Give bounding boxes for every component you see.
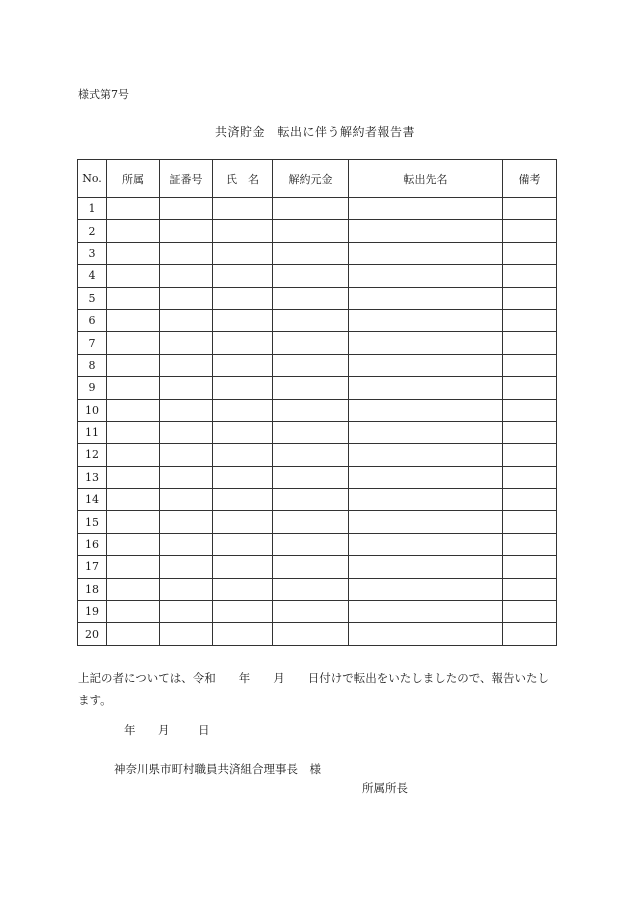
certificate-number-cell [160, 444, 213, 466]
row-number: 11 [78, 421, 107, 443]
principal-cell [273, 198, 349, 220]
certificate-number-cell [160, 309, 213, 331]
remarks-cell [503, 556, 557, 578]
transfer-destination-cell [349, 287, 503, 309]
principal-cell [273, 399, 349, 421]
report-table [77, 159, 557, 646]
certificate-number-cell [160, 399, 213, 421]
header-principal: 解約元金 [273, 160, 349, 198]
remarks-cell [503, 511, 557, 533]
certificate-number-cell [160, 533, 213, 555]
name-cell [213, 309, 273, 331]
row-number: 16 [78, 533, 107, 555]
affiliation-cell [107, 220, 160, 242]
certificate-number-cell [160, 556, 213, 578]
affiliation-cell [107, 556, 160, 578]
affiliation-cell [107, 466, 160, 488]
transfer-destination-cell [349, 533, 503, 555]
header-certificate-number: 証番号 [160, 160, 213, 198]
name-cell [213, 287, 273, 309]
row-number: 14 [78, 489, 107, 511]
table-row [78, 287, 557, 309]
affiliation-cell [107, 489, 160, 511]
name-cell [213, 399, 273, 421]
certificate-number-cell [160, 489, 213, 511]
remarks-cell [503, 309, 557, 331]
remarks-cell [503, 332, 557, 354]
transfer-destination-cell [349, 377, 503, 399]
table-row [78, 489, 557, 511]
header-transfer-destination: 転出先名 [349, 160, 503, 198]
row-number: 9 [78, 377, 107, 399]
affiliation-cell [107, 287, 160, 309]
affiliation-cell [107, 623, 160, 645]
name-cell [213, 421, 273, 443]
sender: 所属所長 [362, 781, 408, 795]
affiliation-cell [107, 377, 160, 399]
remarks-cell [503, 198, 557, 220]
principal-cell [273, 466, 349, 488]
transfer-destination-cell [349, 623, 503, 645]
row-number: 7 [78, 332, 107, 354]
remarks-cell [503, 466, 557, 488]
row-number: 15 [78, 511, 107, 533]
table-row [78, 377, 557, 399]
principal-cell [273, 332, 349, 354]
statement-text: 上記の者については、令和 年 月 日付けで転出をいたしましたので、報告いたします。 [78, 671, 550, 707]
remarks-cell [503, 242, 557, 264]
affiliation-cell [107, 242, 160, 264]
row-number: 10 [78, 399, 107, 421]
row-number: 20 [78, 623, 107, 645]
certificate-number-cell [160, 623, 213, 645]
table-row [78, 198, 557, 220]
table-header-row [78, 160, 557, 198]
name-cell [213, 578, 273, 600]
principal-cell [273, 377, 349, 399]
row-number: 17 [78, 556, 107, 578]
principal-cell [273, 489, 349, 511]
row-number: 12 [78, 444, 107, 466]
table-row [78, 309, 557, 331]
principal-cell [273, 511, 349, 533]
affiliation-cell [107, 354, 160, 376]
table-row [78, 421, 557, 443]
date-line [124, 722, 210, 738]
principal-cell [273, 556, 349, 578]
certificate-number-cell [160, 421, 213, 443]
table-row [78, 242, 557, 264]
header-no: No. [78, 160, 107, 198]
date-year: 年 [124, 723, 136, 737]
row-number: 6 [78, 309, 107, 331]
transfer-destination-cell [349, 511, 503, 533]
transfer-destination-cell [349, 489, 503, 511]
row-number: 2 [78, 220, 107, 242]
name-cell [213, 444, 273, 466]
name-cell [213, 489, 273, 511]
affiliation-cell [107, 198, 160, 220]
table-row [78, 220, 557, 242]
certificate-number-cell [160, 354, 213, 376]
transfer-destination-cell [349, 198, 503, 220]
document-title: 共済貯金 転出に伴う解約者報告書 [214, 125, 415, 139]
remarks-cell [503, 623, 557, 645]
affiliation-cell [107, 511, 160, 533]
row-number: 13 [78, 466, 107, 488]
remarks-cell [503, 287, 557, 309]
certificate-number-cell [160, 287, 213, 309]
principal-cell [273, 265, 349, 287]
name-cell [213, 466, 273, 488]
table-row [78, 533, 557, 555]
table-row [78, 466, 557, 488]
table-row [78, 332, 557, 354]
table-row [78, 399, 557, 421]
form-number: 様式第7号 [78, 88, 129, 101]
name-cell [213, 198, 273, 220]
name-cell [213, 332, 273, 354]
affiliation-cell [107, 399, 160, 421]
principal-cell [273, 287, 349, 309]
principal-cell [273, 623, 349, 645]
certificate-number-cell [160, 578, 213, 600]
name-cell [213, 220, 273, 242]
recipient: 神奈川県市町村職員共済組合理事長 様 [114, 762, 321, 776]
transfer-destination-cell [349, 242, 503, 264]
remarks-cell [503, 578, 557, 600]
affiliation-cell [107, 265, 160, 287]
affiliation-cell [107, 601, 160, 623]
affiliation-cell [107, 578, 160, 600]
principal-cell [273, 578, 349, 600]
row-number: 8 [78, 354, 107, 376]
principal-cell [273, 242, 349, 264]
principal-cell [273, 421, 349, 443]
name-cell [213, 377, 273, 399]
remarks-cell [503, 354, 557, 376]
row-number: 3 [78, 242, 107, 264]
remarks-cell [503, 265, 557, 287]
affiliation-cell [107, 444, 160, 466]
name-cell [213, 556, 273, 578]
table-row [78, 556, 557, 578]
transfer-destination-cell [349, 265, 503, 287]
transfer-destination-cell [349, 556, 503, 578]
principal-cell [273, 354, 349, 376]
remarks-cell [503, 601, 557, 623]
certificate-number-cell [160, 466, 213, 488]
name-cell [213, 354, 273, 376]
certificate-number-cell [160, 265, 213, 287]
transfer-destination-cell [349, 466, 503, 488]
remarks-cell [503, 421, 557, 443]
principal-cell [273, 309, 349, 331]
table-row [78, 265, 557, 287]
row-number: 1 [78, 198, 107, 220]
remarks-cell [503, 377, 557, 399]
certificate-number-cell [160, 332, 213, 354]
certificate-number-cell [160, 242, 213, 264]
table-row [78, 578, 557, 600]
remarks-cell [503, 489, 557, 511]
transfer-destination-cell [349, 444, 503, 466]
principal-cell [273, 444, 349, 466]
table-row [78, 511, 557, 533]
header-affiliation: 所属 [107, 160, 160, 198]
principal-cell [273, 601, 349, 623]
affiliation-cell [107, 332, 160, 354]
certificate-number-cell [160, 601, 213, 623]
principal-cell [273, 533, 349, 555]
certificate-number-cell [160, 220, 213, 242]
principal-cell [273, 220, 349, 242]
remarks-cell [503, 399, 557, 421]
certificate-number-cell [160, 511, 213, 533]
name-cell [213, 242, 273, 264]
row-number: 19 [78, 601, 107, 623]
transfer-destination-cell [349, 399, 503, 421]
table-row [78, 601, 557, 623]
header-name: 氏 名 [213, 160, 273, 198]
remarks-cell [503, 533, 557, 555]
remarks-cell [503, 220, 557, 242]
name-cell [213, 601, 273, 623]
name-cell [213, 623, 273, 645]
table-row [78, 354, 557, 376]
transfer-destination-cell [349, 421, 503, 443]
affiliation-cell [107, 421, 160, 443]
header-remarks: 備考 [503, 160, 557, 198]
table-row [78, 623, 557, 645]
remarks-cell [503, 444, 557, 466]
row-number: 5 [78, 287, 107, 309]
date-month: 月 [158, 723, 170, 737]
name-cell [213, 265, 273, 287]
affiliation-cell [107, 533, 160, 555]
transfer-destination-cell [349, 601, 503, 623]
certificate-number-cell [160, 377, 213, 399]
table-row [78, 444, 557, 466]
transfer-destination-cell [349, 578, 503, 600]
transfer-destination-cell [349, 309, 503, 331]
date-day: 日 [198, 723, 210, 737]
transfer-destination-cell [349, 220, 503, 242]
name-cell [213, 533, 273, 555]
name-cell [213, 511, 273, 533]
row-number: 18 [78, 578, 107, 600]
certificate-number-cell [160, 198, 213, 220]
transfer-destination-cell [349, 354, 503, 376]
transfer-destination-cell [349, 332, 503, 354]
row-number: 4 [78, 265, 107, 287]
affiliation-cell [107, 309, 160, 331]
